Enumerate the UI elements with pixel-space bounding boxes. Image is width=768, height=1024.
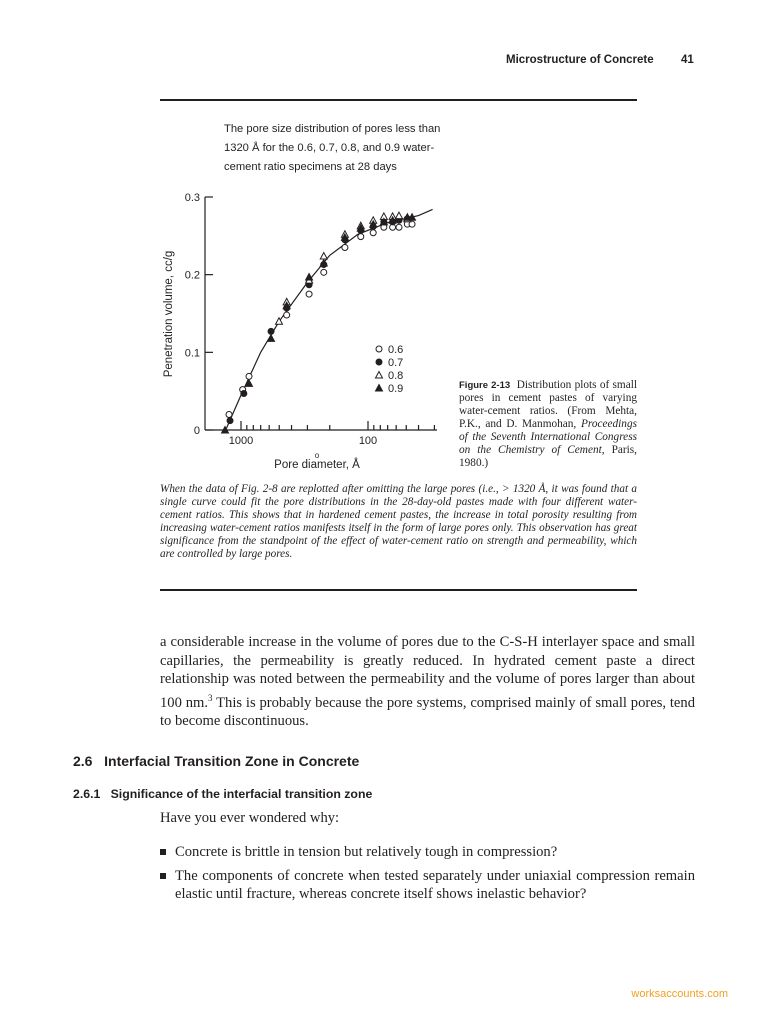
data-point-0.6	[306, 291, 312, 297]
bullet-text: The components of concrete when tested separately under uniaxial compression remain elastic until fracture, whereas concrete itself shows inelastic behavior?	[175, 868, 695, 902]
data-point-0.8	[320, 253, 327, 260]
data-point-0.7	[268, 328, 274, 334]
y-tick-label: 0.1	[184, 347, 200, 360]
legend-marker-0.9	[376, 385, 383, 392]
legend-label: 0.8	[388, 370, 404, 382]
data-point-0.6	[342, 244, 348, 250]
data-point-0.6	[396, 224, 402, 230]
legend-label: 0.6	[388, 344, 404, 356]
section-heading: 2.6 Interfacial Transition Zone in Concrete	[73, 753, 360, 769]
watermark: worksaccounts.com	[631, 988, 728, 1000]
x-tick-label: 1000	[228, 435, 254, 447]
bullet-text: Concrete is brittle in tension but relatively tough in compression?	[175, 844, 558, 860]
data-point-0.6	[358, 234, 364, 240]
subsection-heading: 2.6.1 Significance of the interfacial transition zone	[73, 787, 373, 801]
legend-marker-0.8	[376, 372, 383, 379]
bullet-item	[160, 867, 695, 903]
data-point-0.7	[241, 390, 247, 396]
angstrom-ring: o	[314, 451, 320, 460]
caption-end: , Paris, 1980.)	[459, 444, 637, 469]
data-point-0.6	[246, 373, 252, 379]
paragraph-text: a considerable increase in the volume of pores due to the C-S-H interlayer space and small capillaries, the permeability is greatly reduced. In hydrated cement paste a direct relationship was noted between the permeability and the volume of pores larger than about 100 nm.	[160, 634, 695, 711]
figure-note: The pore size distribution of pores less than 1320 Å for the 0.6, 0.7, 0.8, and 0.9 water-cement ratio specimens at 28 days	[224, 123, 441, 173]
caption-text: Distribution plots of small pores in cement pastes of varying water-cement ratios. (From Mehta, P.K., and D. Manmohan,	[459, 379, 637, 430]
body-paragraph	[160, 633, 695, 731]
legend-label: 0.9	[388, 383, 404, 395]
page-number: 41	[681, 54, 694, 66]
figure-label: Figure 2-13	[459, 380, 511, 391]
bullet-icon	[160, 873, 166, 879]
paragraph-text-end: This is probably because the pore systems, comprised mainly of small pores, tend to become discontinuous.	[160, 694, 695, 730]
data-point-0.7	[227, 418, 233, 424]
y-tick-label: 0	[193, 425, 200, 437]
chart-axes	[185, 192, 437, 460]
legend-marker-0.7	[376, 359, 382, 365]
figure-caption	[459, 379, 637, 470]
data-point-0.8	[396, 212, 403, 219]
chart-marks	[222, 209, 433, 433]
footnote-ref[interactable]: 3	[208, 692, 213, 703]
bottom-rule	[160, 589, 637, 591]
y-tick-label: 0.2	[184, 269, 200, 282]
running-title: Microstructure of Concrete	[506, 54, 654, 66]
bullet-icon	[160, 849, 166, 855]
data-point-0.6	[370, 230, 376, 236]
y-axis-label: Penetration volume, cc/g	[163, 250, 175, 378]
data-point-0.6	[321, 269, 327, 275]
data-point-0.6	[226, 411, 232, 417]
x-tick-label: 100	[358, 435, 378, 447]
bullet-item	[160, 843, 695, 861]
figure-description: When the data of Fig. 2-8 are replotted after omitting the large pores (i.e., > 1320 Å, it was found that a single curve could fit the pore distributions in the 28-day-old pastes made with four different water-cement ratios. This shows that in hardened cement pastes, the increase in total porosity resulting from increasing water-cement ratios manifests itself in the form of large pores only. This observation has great significance from the standpoint of the effect of water-cement ratio on strength and permeability, which are controlled by large pores.	[160, 483, 637, 560]
y-tick-label: 0.3	[184, 192, 200, 204]
caption-source: Proceedings of the Seventh International Congress on the Chemistry of Cement	[459, 418, 637, 456]
fit-curve	[226, 209, 433, 430]
data-point-0.6	[284, 312, 290, 318]
question-text: Have you ever wondered why:	[160, 810, 340, 826]
x-axis-label: Pore diameter, Å	[274, 459, 360, 471]
legend-marker-0.6	[376, 346, 382, 352]
legend-label: 0.7	[388, 357, 404, 369]
